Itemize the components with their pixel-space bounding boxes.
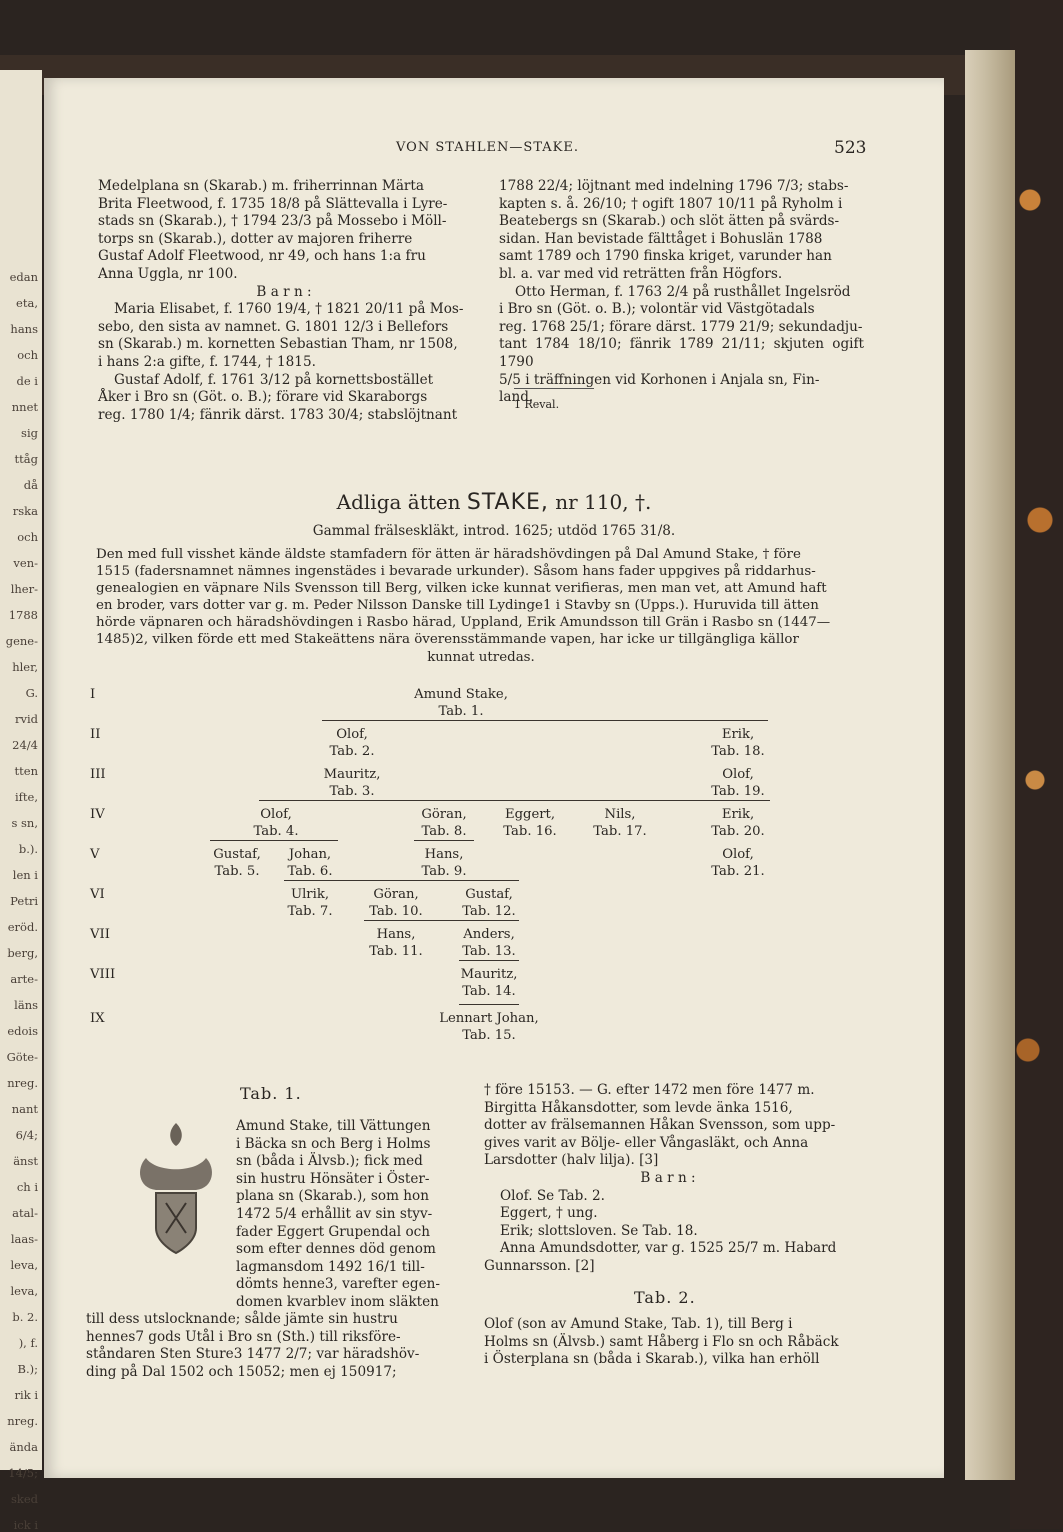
- text-line: Åker i Bro sn (Göt. o. B.); förare vid Skaraborgs: [98, 389, 428, 406]
- tree-node: [292, 726, 412, 760]
- tree-brace: [459, 960, 519, 961]
- tree-node: [250, 846, 370, 880]
- left-fragment: leva,: [10, 1258, 38, 1272]
- generation-number: IX: [90, 1011, 105, 1026]
- text-line: sidan. Han bevistade fälttåget i Bohuslän 1788: [499, 230, 823, 247]
- left-page-fragment: [0, 70, 42, 1532]
- node-tab: Tab. 8.: [421, 824, 467, 839]
- text-line: ståndaren Sten Sture3 1477 2/7; var häradshöv-: [86, 1346, 420, 1363]
- running-title: VON STAHLEN—STAKE.: [396, 140, 580, 155]
- text-line: 5/5 i träffningen vid Korhonen i Anjala sn, Fin-: [499, 371, 820, 388]
- text-line: Beatebergs sn (Skarab.) och slöt ätten på svärds-: [499, 213, 840, 230]
- text-line: i Österplana sn (båda i Skarab.), vilka han erhöll: [484, 1351, 820, 1368]
- node-name: Amund Stake,: [414, 687, 508, 702]
- text-line: sin hustru Hönsäter i Öster-: [236, 1170, 430, 1187]
- tree-brace: [459, 1004, 519, 1005]
- tree-brace: [322, 720, 768, 721]
- node-name: Mauritz,: [323, 767, 381, 782]
- left-fragment: edois: [7, 1024, 38, 1038]
- node-name: Erik,: [721, 807, 755, 822]
- node-name: Johan,: [288, 847, 332, 862]
- tree-node: [384, 846, 504, 880]
- left-fragment: de i: [16, 374, 38, 388]
- text-line: Amund Stake, till Vättungen: [236, 1118, 431, 1134]
- text-line: till dess utslocknande; sålde jämte sin hustru: [86, 1311, 398, 1327]
- page-stack-edge: [965, 50, 1015, 1480]
- node-name: Olof,: [722, 767, 754, 782]
- left-fragment: eröd.: [7, 920, 38, 934]
- footnote: 1 Reval.: [514, 398, 560, 411]
- text-line: hennes7 gods Utål i Bro sn (Sth.) till riksföre-: [86, 1328, 401, 1345]
- text-line: B a r n :: [256, 283, 312, 300]
- text-line: 1788 22/4; löjtnant med indelning 1796 7/3; stabs-: [499, 178, 849, 194]
- text-line: bl. a. var med vid reträtten från Högfors.: [499, 265, 783, 282]
- text-line: reg. 1768 25/1; förare därst. 1779 21/9; sekundadju-: [499, 318, 863, 335]
- text-line: dotter av frälsemannen Håkan Svensson, som upp-: [484, 1117, 836, 1134]
- node-name: Olof,: [722, 847, 754, 862]
- text-line: i Bäcka sn och Berg i Holms: [236, 1135, 431, 1152]
- text-line: hörde väpnaren och häradshövdingen i Rasbo härad, Uppland, Erik Amundsson till Grän i Rasbo sn (1447—: [96, 615, 831, 631]
- node-tab: Tab. 21.: [711, 864, 765, 879]
- text-line: i hans 2:a gifte, f. 1744, † 1815.: [98, 353, 316, 370]
- text-line: Gustaf Adolf Fleetwood, nr 49, och hans 1:a fru: [98, 248, 426, 265]
- tab2-text: [484, 1316, 852, 1369]
- node-tab: Tab. 9.: [421, 864, 467, 879]
- text-line: lagmansdom 1492 16/1 till-: [236, 1258, 425, 1275]
- book-cover-edge: [1010, 0, 1063, 1529]
- tab1-text-full: [86, 1311, 464, 1381]
- text-line: domen kvarblev inom släkten: [236, 1293, 439, 1310]
- left-fragment: nant: [11, 1102, 38, 1116]
- left-fragment: och: [17, 530, 38, 544]
- left-fragment: rik i: [14, 1388, 38, 1402]
- left-fragment: tten: [14, 764, 38, 778]
- text-line: samt 1789 och 1790 finska kriget, varunder han: [499, 248, 832, 265]
- node-name: Anders,: [463, 927, 515, 942]
- generation-number: VIII: [90, 967, 116, 982]
- tree-node: [560, 806, 680, 840]
- title-prefix: Adliga ätten: [336, 490, 461, 514]
- left-fragment: arte-: [10, 972, 38, 986]
- left-fragment: nreg.: [7, 1076, 38, 1090]
- node-name: Erik,: [721, 727, 755, 742]
- left-fragment: läns: [14, 998, 38, 1012]
- left-fragment: ven-: [13, 556, 38, 570]
- left-fragment: 6/4;: [15, 1128, 38, 1142]
- node-tab: Tab. 17.: [593, 824, 647, 839]
- node-tab: Tab. 20.: [711, 824, 765, 839]
- text-line: Den med full visshet kände äldste stamfadern för ätten är häradshövdingen på Dal Amund Stake, † före: [96, 547, 801, 562]
- text-line: Olof (son av Amund Stake, Tab. 1), till Berg i: [484, 1316, 793, 1332]
- text-line: Gunnarsson. [2]: [484, 1257, 595, 1274]
- text-line: fader Eggert Grupendal och: [236, 1223, 430, 1240]
- text-line: B a r n :: [640, 1169, 696, 1186]
- node-tab: Tab. 2.: [329, 744, 375, 759]
- tree-node: [678, 726, 798, 760]
- tree-node: [678, 846, 798, 880]
- text-line: Otto Herman, f. 1763 2/4 på rusthållet Ingelsröd: [515, 283, 851, 300]
- node-tab: Tab. 6.: [287, 864, 333, 879]
- node-tab: Tab. 18.: [711, 744, 765, 759]
- left-fragment: b.).: [18, 842, 38, 856]
- text-line: Anna Amundsdotter, var g. 1525 25/7 m. Habard: [500, 1240, 837, 1257]
- text-line: Maria Elisabet, f. 1760 19/4, † 1821 20/11 på Mos-: [114, 301, 464, 318]
- node-name: Mauritz,: [460, 967, 518, 982]
- generation-number: VI: [90, 887, 105, 902]
- text-line: en broder, vars dotter var g. m. Peder Nilsson Danske till Lydinge1 i Stavby sn (Upps.). Huruvida till ätten: [96, 598, 819, 614]
- left-fragment: berg,: [7, 946, 38, 960]
- node-name: Gustaf,: [465, 887, 513, 902]
- tree-node: [216, 806, 336, 840]
- tree-node: [429, 966, 549, 1000]
- generation-number: III: [90, 767, 106, 782]
- text-line: kunnat utredas.: [427, 649, 535, 665]
- tree-brace: [414, 840, 474, 841]
- text-line: plana sn (Skarab.), som hon: [236, 1188, 429, 1205]
- node-tab: Tab. 16.: [503, 824, 557, 839]
- node-name: Hans,: [424, 847, 464, 862]
- node-name: Göran,: [373, 887, 419, 902]
- left-fragment: Petri: [10, 894, 38, 908]
- left-fragment: sig: [21, 426, 38, 440]
- tree-brace: [284, 880, 519, 881]
- left-fragment: ifte,: [14, 790, 38, 804]
- tree-node: [292, 766, 412, 800]
- left-fragment: 1788: [8, 608, 38, 622]
- tab1-text-narrow: [236, 1118, 464, 1312]
- node-tab: Tab. 1.: [438, 704, 484, 719]
- text-line: som efter dennes död genom: [236, 1241, 436, 1258]
- intro-paragraph: [96, 546, 866, 666]
- text-line: stads sn (Skarab.), † 1794 23/3 på Mossebo i Möll-: [98, 213, 447, 230]
- left-fragment: s sn,: [11, 816, 38, 830]
- left-fragment: hler,: [12, 660, 38, 674]
- text-line: Brita Fleetwood, f. 1735 18/8 på Slättevalla i Lyre-: [98, 195, 448, 212]
- left-fragment: då: [23, 478, 38, 492]
- generation-number: II: [90, 727, 101, 742]
- right-column-top: [499, 178, 864, 407]
- left-fragment: Göte-: [6, 1050, 38, 1064]
- text-line: genealogien en väpnare Nils Svensson till Berg, vilken icke kunnat verifieras, men man vet, att Amund haft: [96, 581, 827, 597]
- text-line: Birgitta Håkansdotter, som levde änka 1516,: [484, 1099, 793, 1116]
- node-name: Lennart Johan,: [439, 1011, 539, 1026]
- text-line: sn (båda i Älvsb.); fick med: [236, 1153, 423, 1170]
- left-fragment: eta,: [16, 296, 38, 310]
- text-line: sn (Skarab.) m. kornetten Sebastian Tham, nr 1508,: [98, 336, 458, 353]
- tab2-heading: Tab. 2.: [634, 1288, 696, 1307]
- generation-number: IV: [90, 807, 105, 822]
- left-fragment: leva,: [10, 1284, 38, 1298]
- left-fragment: b. 2.: [12, 1310, 38, 1324]
- text-line: tant 1784 18/10; fänrik 1789 21/11; skjuten ogift 1790: [499, 336, 864, 370]
- left-fragment: ick i: [13, 1518, 38, 1532]
- tree-node: [429, 926, 549, 960]
- page-number: 523: [834, 138, 867, 158]
- text-line: Medelplana sn (Skarab.) m. friherrinnan Märta: [98, 178, 424, 194]
- left-fragment: rvid: [14, 712, 38, 726]
- left-fragment: rska: [12, 504, 38, 518]
- coat-of-arms-icon: [126, 1118, 226, 1258]
- left-fragment: hans: [10, 322, 38, 336]
- left-fragment: 14/5;: [8, 1466, 38, 1480]
- left-fragment: gene-: [5, 634, 38, 648]
- left-fragment: ttåg: [14, 452, 38, 466]
- text-line: ding på Dal 1502 och 15052; men ej 150917;: [86, 1363, 397, 1380]
- title-name: STAKE,: [466, 490, 549, 515]
- generation-number: VII: [90, 927, 110, 942]
- left-fragment: änst: [13, 1154, 38, 1168]
- node-name: Gustaf,: [213, 847, 261, 862]
- left-fragment: atal-: [12, 1206, 38, 1220]
- node-name: Hans,: [376, 927, 416, 942]
- left-fragment: ), f.: [18, 1336, 38, 1350]
- left-column-top: [98, 178, 470, 424]
- node-tab: Tab. 4.: [253, 824, 299, 839]
- text-line: Olof. Se Tab. 2.: [500, 1187, 605, 1204]
- left-fragment: len i: [12, 868, 38, 882]
- text-line: 1485)2, vilken förde ett med Stakeättens nära överensstämmande vapen, har icke ur tillgängliga källor: [96, 632, 799, 648]
- node-name: Ulrik,: [290, 887, 330, 902]
- generation-number: V: [90, 847, 100, 862]
- left-fragment: ch i: [16, 1180, 38, 1194]
- tree-brace: [210, 840, 338, 841]
- text-line: i Bro sn (Göt. o. B.); volontär vid Västgötadals: [499, 301, 815, 318]
- node-name: Nils,: [604, 807, 636, 822]
- left-fragment: lher-: [10, 582, 38, 596]
- tree-node: [678, 806, 798, 840]
- node-tab: Tab. 3.: [329, 784, 375, 799]
- left-fragment: nnet: [11, 400, 38, 414]
- node-tab: Tab. 19.: [711, 784, 765, 799]
- tree-node: [429, 1010, 549, 1044]
- text-line: dömts henne3, varefter egen-: [236, 1276, 441, 1293]
- node-tab: Tab. 14.: [462, 984, 516, 999]
- left-fragment: laas-: [10, 1232, 38, 1246]
- book-page: [44, 78, 944, 1478]
- left-fragment: B.);: [17, 1362, 38, 1376]
- text-line: Larsdotter (halv lilja). [3]: [484, 1152, 659, 1169]
- text-line: Gustaf Adolf, f. 1761 3/12 på kornettsbostället: [114, 371, 434, 388]
- tree-node: [678, 766, 798, 800]
- tree-brace: [259, 800, 770, 801]
- node-tab: Tab. 5.: [214, 864, 260, 879]
- node-name: Eggert,: [504, 807, 556, 822]
- text-line: torps sn (Skarab.), dotter av majoren friherre: [98, 230, 413, 247]
- node-name: Olof,: [260, 807, 292, 822]
- text-line: Anna Uggla, nr 100.: [98, 265, 238, 282]
- left-fragment: edan: [9, 270, 38, 284]
- node-tab: Tab. 11.: [369, 944, 423, 959]
- text-line: gives varit av Bölje- eller Vångasläkt, och Anna: [484, 1134, 809, 1151]
- node-tab: Tab. 13.: [462, 944, 516, 959]
- tree-node: [401, 686, 521, 720]
- right-column-bottom: [484, 1082, 852, 1276]
- tab1-heading: Tab. 1.: [240, 1084, 302, 1103]
- text-line: † före 15153. — G. efter 1472 men före 1477 m.: [484, 1082, 815, 1098]
- node-name: Olof,: [336, 727, 368, 742]
- left-fragment: sked: [10, 1492, 38, 1506]
- generation-number: I: [90, 687, 96, 702]
- left-fragment: G.: [25, 686, 38, 700]
- section-title: [44, 490, 944, 515]
- left-fragment: och: [17, 348, 38, 362]
- text-line: Eggert, † ung.: [500, 1205, 598, 1222]
- node-name: Göran,: [421, 807, 467, 822]
- left-fragment: 24/4: [12, 738, 38, 752]
- left-fragment: ända: [9, 1440, 38, 1454]
- tree-brace: [364, 920, 519, 921]
- footnote-rule: [514, 388, 594, 389]
- node-tab: Tab. 10.: [369, 904, 423, 919]
- text-line: kapten s. å. 26/10; † ogift 1807 10/11 på Ryholm i: [499, 195, 843, 212]
- text-line: land.: [499, 389, 534, 406]
- text-line: 1472 5/4 erhållit av sin styv-: [236, 1205, 433, 1222]
- node-tab: Tab. 12.: [462, 904, 516, 919]
- text-line: reg. 1780 1/4; fänrik därst. 1783 30/4; stabslöjtnant: [98, 406, 458, 423]
- title-suffix: nr 110, †.: [555, 490, 652, 514]
- text-line: sebo, den sista av namnet. G. 1801 12/3 i Bellefors: [98, 318, 449, 335]
- text-line: Holms sn (Älvsb.) samt Håberg i Flo sn och Råbäck: [484, 1333, 839, 1350]
- section-subtitle: Gammal frälseskläkt, introd. 1625; utdöd 1765 31/8.: [312, 523, 676, 539]
- genealogy-tree: [44, 678, 944, 1058]
- text-line: 1515 (fadersnamnet nämnes ingenstädes i bevarade urkunder). Såsom hans fader uppgives på riddarhus-: [96, 564, 816, 580]
- text-line: Erik; slottsloven. Se Tab. 18.: [500, 1222, 698, 1239]
- left-fragment: nreg.: [7, 1414, 38, 1428]
- node-tab: Tab. 7.: [287, 904, 333, 919]
- tree-node: [429, 886, 549, 920]
- node-tab: Tab. 15.: [462, 1028, 516, 1043]
